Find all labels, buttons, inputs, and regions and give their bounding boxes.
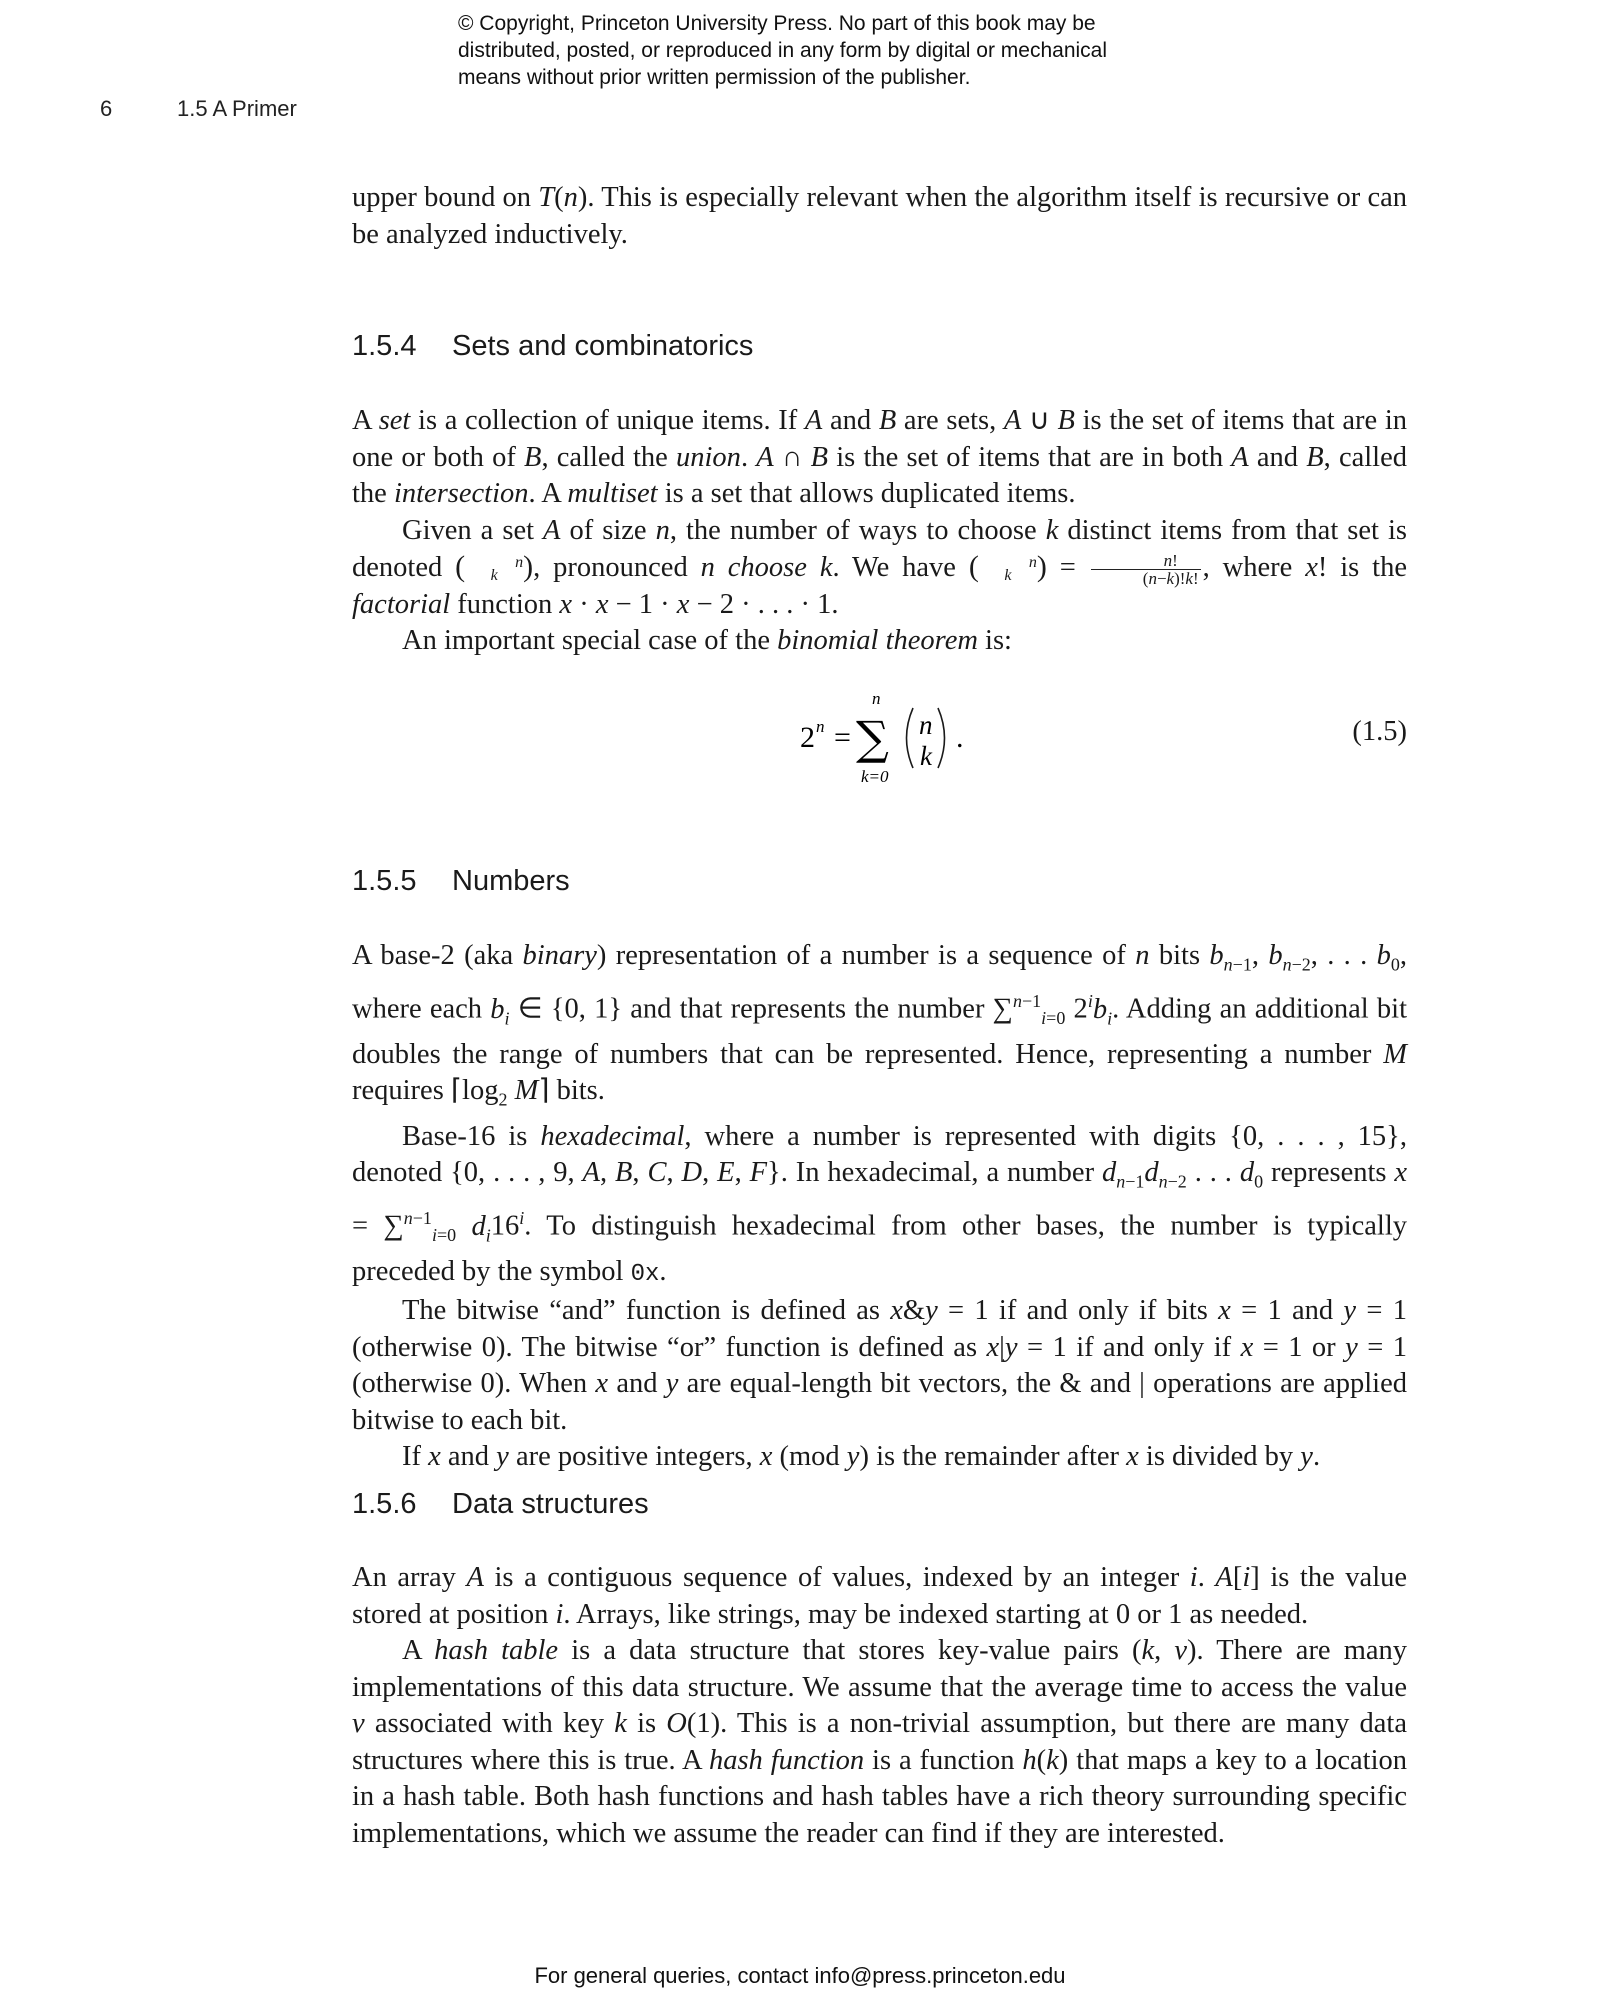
page-number: 6 xyxy=(100,96,113,121)
equation-equals: = xyxy=(834,721,851,754)
equation-lhs-exponent: n xyxy=(816,717,825,736)
paragraph: Given a set A of size n, the number of ways to choose k distinct items from that set is denoted ( n k ), pronounced n choose k. We have ( n k ) = $\frac{n!}{(n-k)!k!}$ , where x! is the factorial function x · x − 1 · x − 2 · . . . · 1. xyxy=(352,514,1407,620)
equation-period: . xyxy=(956,721,964,754)
paragraph: A set is a collection of unique items. If A and B are sets, A ∪ B is the set of items that are in one or both of B, called the union. A ∩ B is the set of items that are in both A and B, called the intersection. A multiset is a set that allows duplicated items. xyxy=(352,405,1407,509)
equation-lhs: 2 xyxy=(800,721,815,754)
paragraph: A hash table is a data structure that stores key-value pairs (k, v). There are many implementations of this data structure. We assume that the average time to access the value v associated with key k is O(1). This is a non-trivial assumption, but there are many data structures where this is true. A hash function is a function h(k) that maps a key to a location in a hash table. Both hash functions and hash tables have a rich theory surrounding specific implementations, which we assume the reader can find if they are interested. xyxy=(352,1635,1408,1849)
section-heading-sets xyxy=(352,330,753,363)
section-title: Data structures xyxy=(452,1488,649,1520)
copyright-notice xyxy=(458,10,1218,91)
paragraph: An important special case of the binomial theorem is: xyxy=(402,625,1012,657)
section-heading-numbers xyxy=(352,865,570,898)
right-paren xyxy=(938,708,945,768)
copyright-line: distributed, posted, or reproduced in any form by digital or mechanical xyxy=(458,39,1108,62)
equation-1-5 xyxy=(352,680,1407,790)
paragraph: A base-2 (aka binary) representation of a number is a sequence of n bits $b_{n-1}$, $b_{n-2}$, . . . $b_0$, where each $b_i$ ∈ {0, 1} and that represents the number ∑$^{n-1}_{i=0}$ $2^ib_i$. Adding an additional bit doubles the range of numbers that can be represented. Hence, representing a number M requires $⌈\log_2$ M⌉ bits. xyxy=(352,940,1408,1111)
section-title: Numbers xyxy=(452,865,570,897)
copyright-line: © Copyright, Princeton University Press. No part of this book may be xyxy=(458,12,1096,35)
sets-text xyxy=(352,403,1407,660)
section-number: 1.5.4 xyxy=(352,330,417,362)
section-number: 1.5.6 xyxy=(352,1488,417,1520)
binomial-sum-formula xyxy=(792,680,1042,790)
sum-upper-limit: n xyxy=(872,689,881,708)
running-title: 1.5 A Primer xyxy=(177,96,297,121)
paragraph: An array A is a contiguous sequence of values, indexed by an integer i. A[i] is the value stored at position i. Arrays, like strings, may be indexed starting at 0 or 1 as needed. xyxy=(352,1562,1408,1630)
equation-number: (1.5) xyxy=(1352,716,1407,747)
data-structures-text xyxy=(352,1560,1407,1852)
section-heading-data-structures xyxy=(352,1488,649,1521)
numbers-text xyxy=(352,938,1407,1476)
paragraph: The bitwise “and” function is defined as x&y = 1 if and only if bits x = 1 and y = 1 (otherwise 0). The bitwise “or” function is defined as x|y = 1 if and only if x = 1 or y = 1 (otherwise 0). When x and y are equal-length bit vectors, the & and | operations are applied bitwise to each bit. xyxy=(352,1295,1407,1436)
binomial-bottom: k xyxy=(920,741,932,771)
sigma-symbol: ∑ xyxy=(856,711,889,765)
left-paren xyxy=(907,708,914,768)
footer-contact: For general queries, contact info@press.princeton.edu xyxy=(534,1963,1066,1988)
section-title: Sets and combinatorics xyxy=(452,330,754,362)
section-number: 1.5.5 xyxy=(352,865,417,897)
intro-paragraph: upper bound on T(n). This is especially relevant when the algorithm itself is recursive or can be analyzed inductively. xyxy=(352,182,1407,250)
binomial-top: n xyxy=(919,710,933,740)
paragraph: If x and y are positive integers, x (mod y) is the remainder after x is divided by y. xyxy=(402,1441,1321,1473)
copyright-line: means without prior written permission of the publisher. xyxy=(458,66,971,89)
sum-lower-limit: k=0 xyxy=(861,767,889,786)
paragraph: Base-16 is hexadecimal, where a number is represented with digits {0, . . . , 15}, denoted {0, . . . , 9, A, B, C, D, E, F}. In hexadecimal, a number $d_{n-1}d_{n-2}$ . . . $d_0$ represents x = ∑$^{n-1}_{i=0}$ $d_i16^i$. To distinguish hexadecimal from other bases, the number is typically preceded by the symbol 0x. xyxy=(352,1120,1408,1288)
